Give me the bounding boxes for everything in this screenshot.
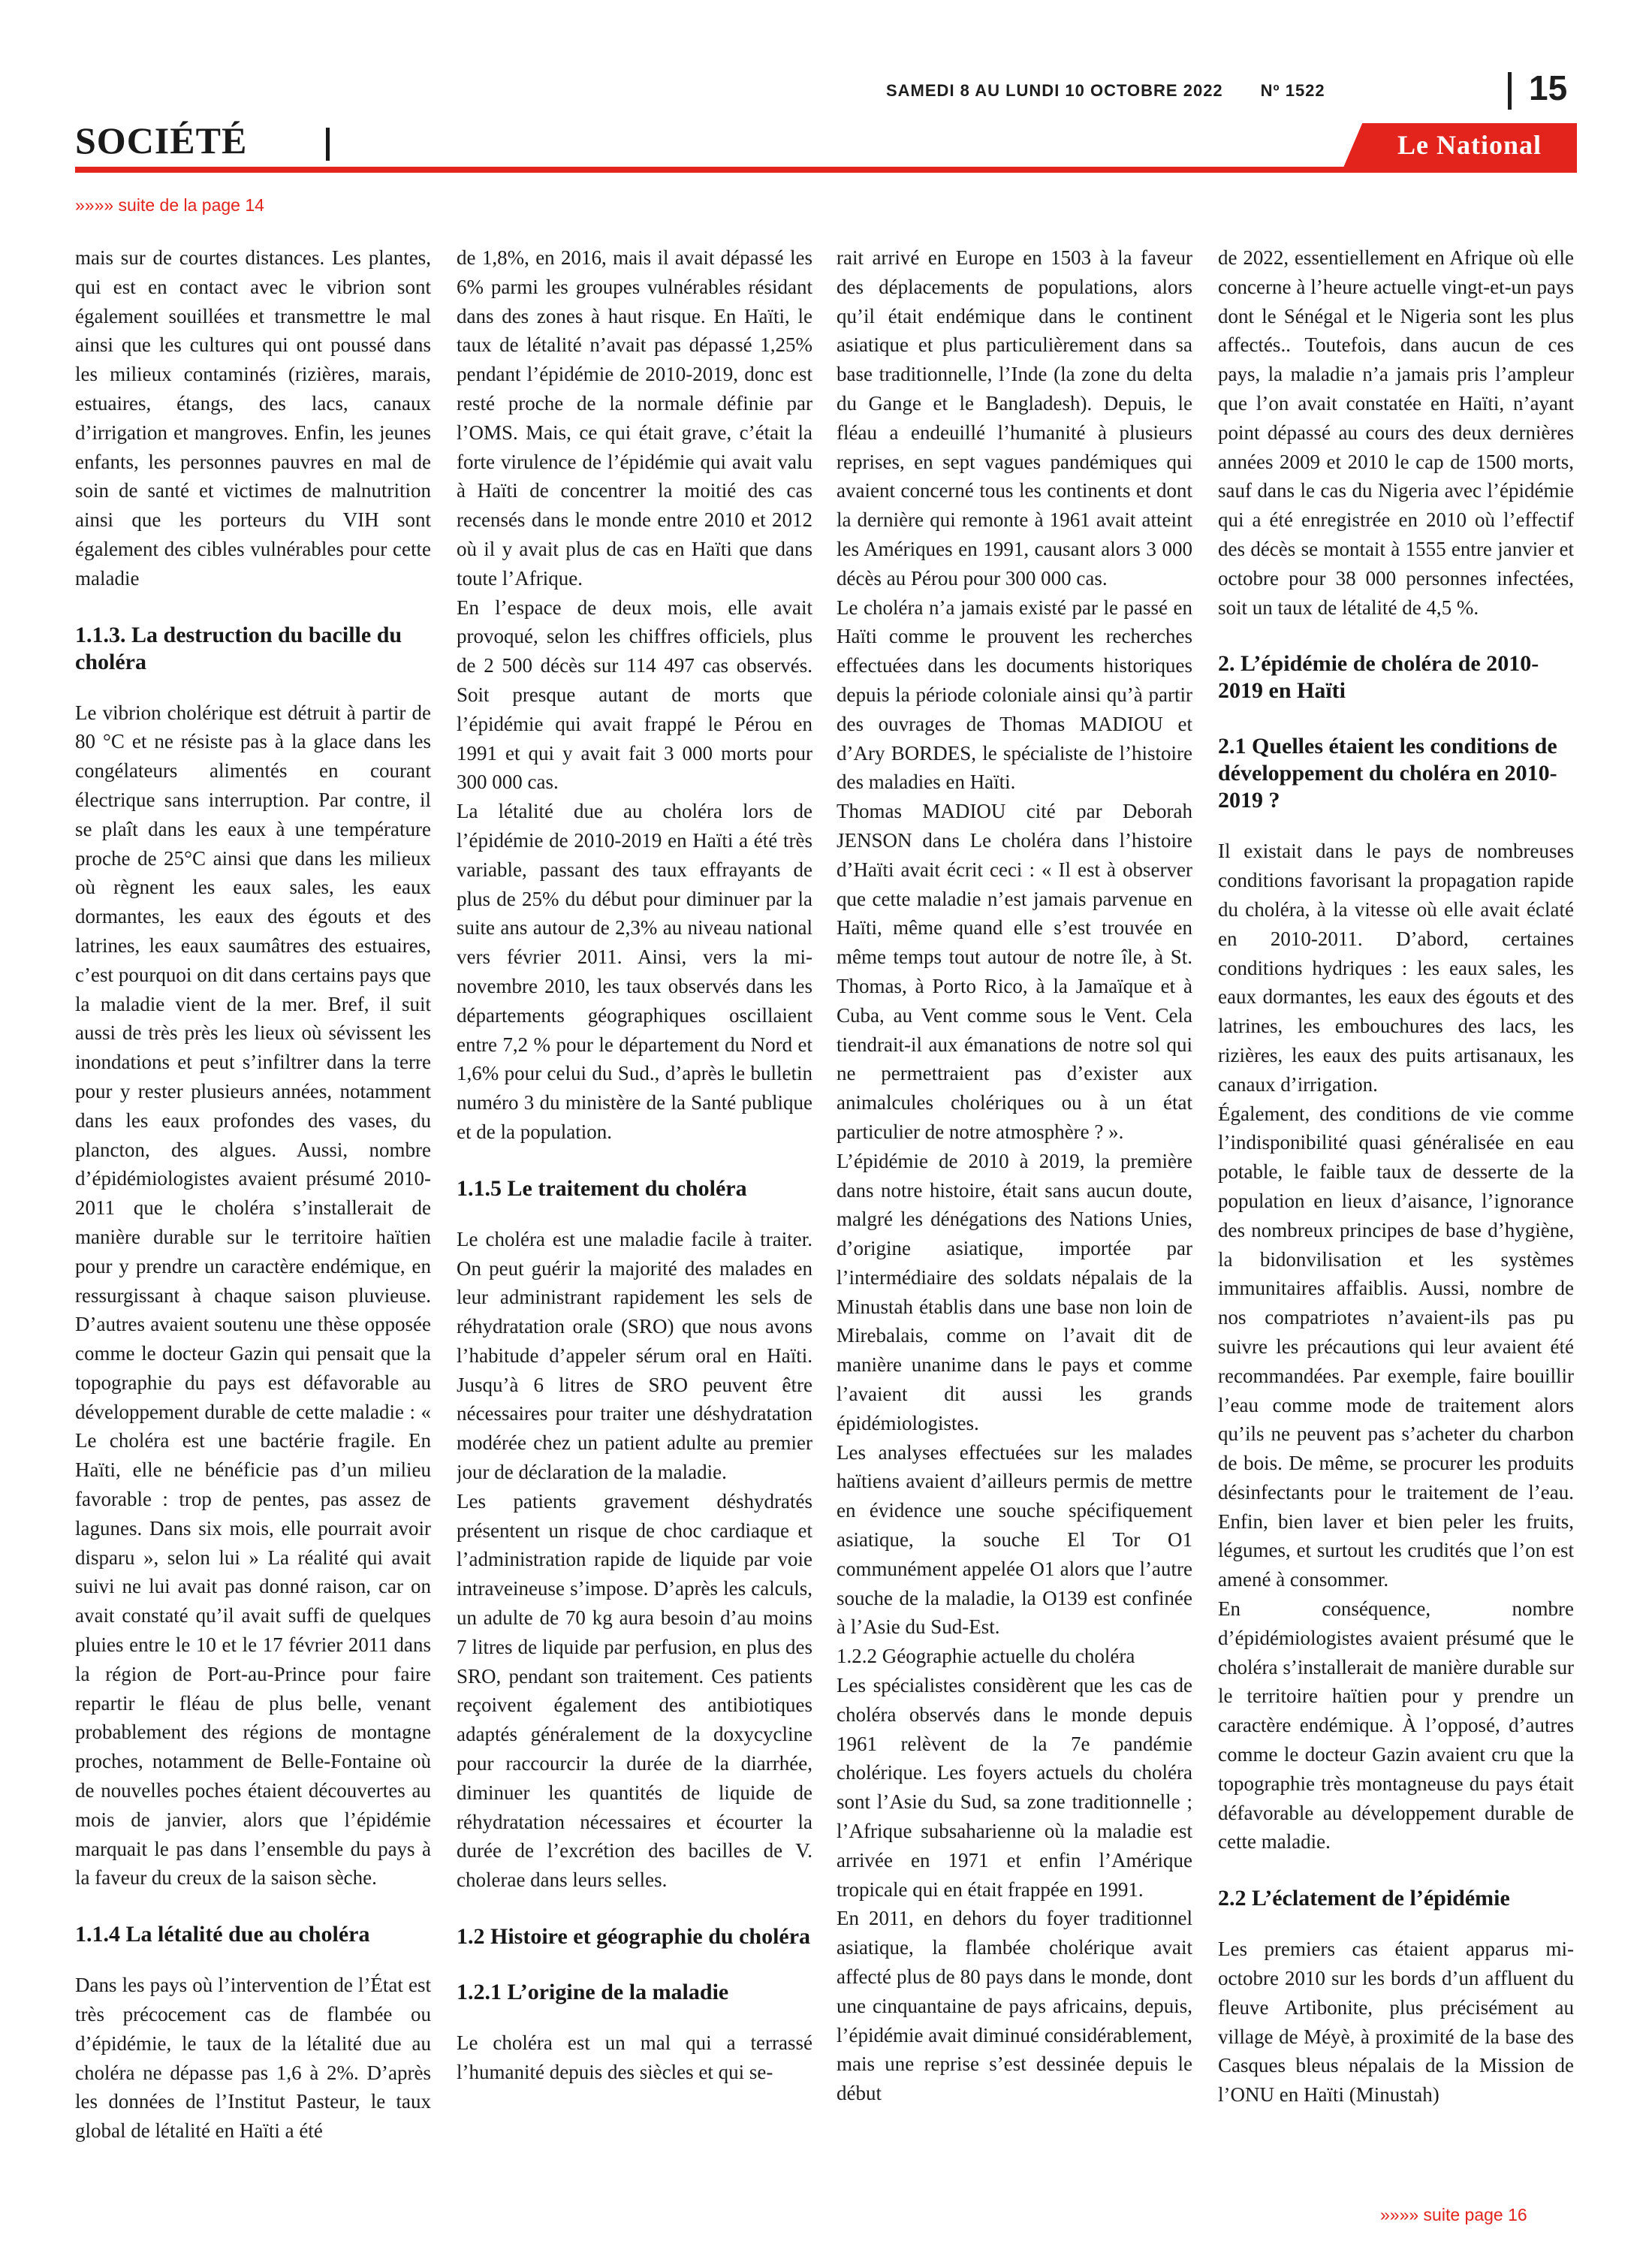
subheading: 1.2.1 L’origine de la maladie — [457, 1980, 729, 2005]
paragraph: de 2022, essentiellement en Afrique où elle concerne à l’heure actuelle vingt-et-un pays dont le Sénégal et le Nigeria sont les plus affectés.. Toutefois, dans aucun de ces pays, la maladie n’a jamais pris l’ampleur que l’on avait constatée en Haïti, n’ayant point dépassé au cours des deux dernières années 2009 et 2010 le cap de 1500 morts, sauf dans le cas du Nigeria avec l’épidémie qui a été enregistrée en 2010 où l’effectif des décès se montait à 1555 entre janvier et octobre pour 38 000 personnes infectées, soit un taux de létalité de 4,5 %. — [1218, 246, 1574, 619]
subheading: 1.1.4 La létalité due au choléra — [75, 1922, 370, 1947]
paragraph: Les patients gravement déshydratés présentent un risque de choc cardiaque et l’administration rapide de liquide par voie intraveineuse s’impose. D’après les calculs, un adulte de 70 kg aura besoin d’au moins 7 litres de liquide par perfusion, en plus des SRO, pendant son traitement. Ces patients reçoivent également des antibiotiques adaptés généralement de la doxycycline pour raccourcir la durée de la diarrhée, diminuer les quantités de liquide de réhydratation nécessaires et écourter la durée de l’excrétion des bacilles de V. cholerae dans leurs selles. — [457, 1489, 812, 1892]
paragraph: rait arrivé en Europe en 1503 à la faveur des déplacements de populations, alors qu’il était endémique dans le continent asiatique et plus particulièrement dans sa base traditionnelle, l’Inde (la zone du delta du Gange et le Bangladesh). Depuis, le fléau a endeuillé l’humanité à plusieurs reprises, en sept vagues pandémiques qui avaient concerné tous les continents et dont la dernière qui remonte à 1961 avait atteint les Amériques en 1991, causant alors 3 000 décès au Pérou pour 300 000 cas. — [837, 246, 1192, 590]
subheading: 2.1 Quelles étaient les conditions de développement du choléra en 2010-2019 ? — [1218, 734, 1557, 813]
issue-number: Nº 1522 — [1260, 81, 1325, 100]
paragraph: En 2011, en dehors du foyer traditionnel asiatique, la flambée cholérique avait affecté plus de 80 pays dans le monde, dont une cinquantaine de pays africains, depuis, l’épidémie avait diminué considérablement, mais une reprise s’est dessinée depuis le début — [837, 1907, 1192, 2105]
subheading: 2. L’épidémie de choléra de 2010-2019 en Haïti — [1218, 651, 1539, 704]
paragraph: En conséquence, nombre d’épidémiologistes avaient présumé que le choléra s’installerait de manière durable sur le territoire haïtien pour y prendre un caractère endémique. À l’opposé, d’autres comme le docteur Gazin avaient cru que la topographie très montagneuse du pays était défavorable au développement durable de cette maladie. — [1218, 1597, 1574, 1853]
paragraph: Également, des conditions de vie comme l’indisponibilité quasi généralisée en eau potable, le faible taux de desserte de la population en lieux d’aisance, l’ignorance des nombreux principes de base d’hygiène, la bidonvilisation et les systèmes immunitaires affaiblis. Aussi, nombre de nos compatriotes n’avaient-ils pas pu suivre les précautions qui leur avaient été recommandées. Par exemple, faire bouillir l’eau comme mode de traitement alors qu’ils ne peuvent pas s’acheter du charbon de bois. De même, se procurer les produits désinfectants pour le traitement de l’eau. Enfin, bien laver et bien peler les fruits, légumes, et surtout les crudités que l’on est amené à consommer. — [1218, 1102, 1574, 1591]
paragraph: En l’espace de deux mois, elle avait provoqué, selon les chiffres officiels, plus de 2 500 décès sur 114 497 cas observés. Soit presque autant de morts que l’épidémie qui avait frappé le Pérou en 1991 et qui y avait fait 3 000 morts pour 300 000 cas. — [457, 596, 812, 794]
section-divider — [326, 128, 330, 161]
paragraph: mais sur de courtes distances. Les plantes, qui est en contact avec le vibrion sont également souillées et transmettre le mal ainsi que les cultures qui ont poussé dans les milieux contaminés (rizières, marais, estuaires, étangs, des lacs, canaux d’irrigation et mangroves. Enfin, les jeunes enfants, les personnes pauvres en mal de soin de santé et victimes de malnutrition ainsi que les porteurs du VIH sont également des cibles vulnérables pour cette maladie — [75, 246, 431, 590]
subheading: 1.2 Histoire et géographie du choléra — [457, 1924, 811, 1950]
issue-date — [886, 81, 1472, 101]
paragraph: La létalité due au choléra lors de l’épidémie de 2010-2019 en Haïti a été très variable, passant des taux effrayants de plus de 25% du début pour diminuer par la suite ans autour de 2,3% au niveau national vers février 2011. Ainsi, vers la mi-novembre 2010, les taux observés dans les départements géographiques oscillaient entre 7,2 % pour le département du Nord et 1,6% pour celui du Sud., d’après le bulletin numéro 3 du ministère de la Santé publique et de la population. — [457, 800, 812, 1143]
continued-from-link: »»»» suite de la page 14 — [75, 195, 264, 215]
paragraph: Dans les pays où l’intervention de l’État est très précocement cas de flambée ou d’épidémie, le taux de la létalité due au choléra ne dépasse pas 1,6 à 2%. D’après les données de l’Institut Pasteur, le taux global de létalité en Haïti a été — [75, 1974, 431, 2143]
subheading: 1.1.3. La destruction du bacille du choléra — [75, 622, 402, 674]
page-number: 15 — [1529, 68, 1568, 107]
paragraph: Le choléra n’a jamais existé par le passé en Haïti comme le prouvent les recherches effectuées dans les documents historiques depuis la période coloniale ainsi qu’à partir des ouvrages de Thomas MADIOU et d’Ary BORDES, le spécialiste de l’histoire des maladies en Haïti. — [837, 596, 1192, 794]
article-column-1 — [75, 243, 431, 2188]
header-rule — [75, 167, 1577, 173]
article-column-2 — [457, 243, 812, 2188]
continued-to-link: »»»» suite page 16 — [1380, 2205, 1527, 2224]
article-column-4 — [1218, 243, 1574, 2188]
subheading: 1.1.5 Le traitement du choléra — [457, 1175, 747, 1201]
section-title: SOCIÉTÉ — [75, 119, 248, 161]
paragraph: Le choléra est une maladie facile à traiter. On peut guérir la majorité des malades en leur administrant rapidement les sels de réhydratation orale (SRO) que nous avons l’habitude d’appeler sérum oral en Haïti. Jusqu’à 6 litres de SRO peuvent être nécessaires pour traiter une déshydratation modérée chez un patient adulte au premier jour de déclaration de la maladie. — [457, 1227, 812, 1484]
paragraph: Le choléra est un mal qui a terrassé l’humanité depuis des siècles et qui se- — [457, 2031, 812, 2083]
subheading: 2.2 L’éclatement de l’épidémie — [1218, 1886, 1510, 1911]
paragraph: Thomas MADIOU cité par Deborah JENSON dans Le choléra dans l’histoire d’Haïti avait écrit ceci : « Il est à observer que cette maladie n’est jamais parvenue en Haïti, même quand elle s’est trouvée en même temps tout autour de notre île, à St. Thomas, à Porto Rico, à la Jamaïque et à Cuba, au Vent comme sous le Vent. Cela tiendrait-il aux émanations de notre sol qui ne permettraient pas d’exister aux animalcules cholériques ou à un état particulier de notre atmosphère ? ». — [837, 800, 1192, 1143]
date-text: SAMEDI 8 AU LUNDI 10 OCTOBRE 2022 — [886, 81, 1223, 100]
article-column-3 — [837, 243, 1192, 2188]
brand-logo: Le National — [1397, 130, 1542, 160]
paragraph: de 1,8%, en 2016, mais il avait dépassé les 6% parmi les groupes vulnérables résidant dans des zones à haut risque. En Haïti, le taux de létalité n’avait pas dépassé 1,25% pendant l’épidémie de 2010-2019, donc est resté proche de la normale définie par l’OMS. Mais, ce qui était grave, c’était la forte virulence de l’épidémie qui avait valu à Haïti de concentrer la moitié des cas recensés dans le monde entre 2010 et 2012 où il y avait plus de cas en Haïti que dans toute l’Afrique. — [457, 246, 812, 590]
paragraph: Il existait dans le pays de nombreuses conditions favorisant la propagation rapide du choléra, à la vitesse où elle avait éclaté en 2010-2011. D’abord, certaines conditions hydriques : les eaux sales, les eaux dormantes, les eaux des égouts et des latrines, les embouchures des lacs, les rizières, les eaux des puits artisanaux, les canaux d’irrigation. — [1218, 840, 1574, 1096]
paragraph: Les spécialistes considèrent que les cas de choléra observés dans le monde depuis 1961 relèvent de la 7e pandémie cholérique. Les foyers actuels du choléra sont l’Asie du Sud, sa zone traditionnelle ; l’Afrique subsaharienne où la maladie est arrivée en 1971 et enfin l’Amérique tropicale qui en était frappée en 1991. — [837, 1674, 1192, 1901]
header-divider — [1508, 72, 1512, 110]
paragraph: Les analyses effectuées sur les malades haïtiens avaient d’ailleurs permis de mettre en évidence une souche spécifiquement asiatique, la souche El Tor O1 communément appelée O1 alors que l’autre souche de la maladie, la O139 est confinée à l’Asie du Sud-Est. — [837, 1440, 1192, 1639]
paragraph: L’épidémie de 2010 à 2019, la première dans notre histoire, était sans aucun doute, malgré les dénégations des Nations Unies, d’origine asiatique, importée par l’intermédiaire des soldats népalais de la Minustah établis dans une base non loin de Mirebalais, comme on l’avait dit de manière unanime dans le pays et comme l’avaient dit aussi les grands épidémiologistes. — [837, 1149, 1192, 1434]
paragraph: Le vibrion cholérique est détruit à partir de 80 °C et ne résiste pas à la glace dans les congélateurs alimentés en courant électrique sans interruption. Par contre, il se plaît dans les eaux à une température proche de 25°C ainsi que dans les milieux où règnent les eaux sales, les eaux dormantes, les eaux des égouts et des latrines, les eaux saumâtres des estuaires, c’est pourquoi on dit dans certains pays que la maladie vient de la mer. Bref, il suit aussi de très près les lieux où sévissent les inondations et peut s’infiltrer dans la terre pour y rester plusieurs années, notamment dans les eaux profondes des vases, du plancton, des algues. Aussi, nombre d’épidémiologistes avaient présumé 2010-2011 que le choléra s’installerait de manière durable sur le territoire haïtien pour y prendre un caractère endémique, en ressurgissant à chaque saison pluvieuse. D’autres avaient soutenu une thèse opposée comme le docteur Gazin qui pensait que la topographie du pays est défavorable au développement durable de cette maladie : « Le choléra est une bactérie fragile. En Haïti, elle ne bénéficie pas d’un milieu favorable : trop de pentes, pas assez de lagunes. Dans six mois, elle pourrait avoir disparu », selon lui » La réalité qui avait suivi ne lui avait pas donné raison, car on avait constaté qu’il avait suffi de quelques pluies entre le 10 et le 17 février 2011 dans la région de Port-au-Prince pour faire repartir le fléau de plus belle, venant probablement des régions de montagne proches, notamment de Belle-Fontaine où de nouvelles poches étaient découvertes au mois de janvier, alors que l’épidémie marquait le pas dans l’ensemble du pays à la faveur du creux de la saison sèche. — [75, 701, 431, 1890]
paragraph: 1.2.2 Géographie actuelle du choléra — [837, 1645, 1135, 1668]
paragraph: Les premiers cas étaient apparus mi-octobre 2010 sur les bords d’un affluent du fleuve Artibonite, plus précisément au village de Méyè, à proximité de la base des Casques bleus népalais de la Mission de l’ONU en Haïti (Minustah) — [1218, 1938, 1574, 2107]
